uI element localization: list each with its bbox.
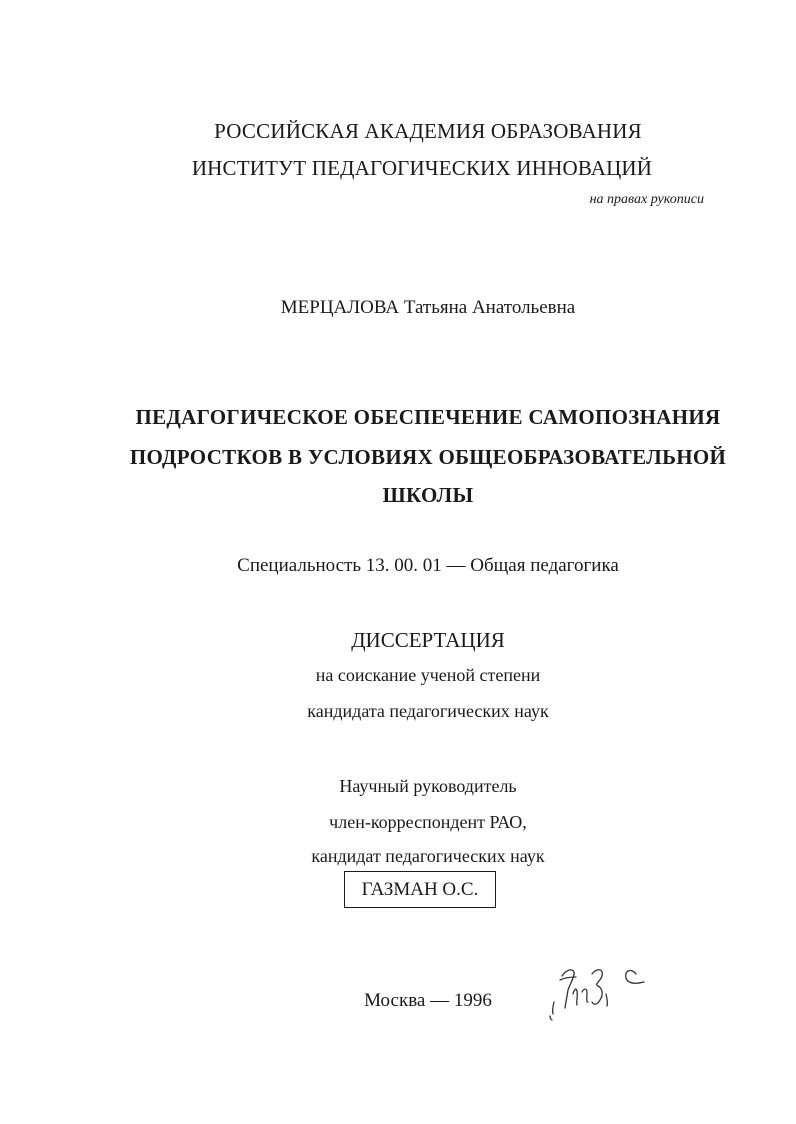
degree-purpose-line-1: на соискание ученой степени — [315, 665, 541, 685]
supervisor-name-box — [344, 871, 496, 908]
degree-purpose-line-2: кандидата педагогических наук — [307, 701, 549, 721]
academy-name: РОССИЙСКАЯ АКАДЕМИЯ ОБРАЗОВАНИЯ — [214, 119, 642, 143]
specialty: Специальность 13. 00. 01 — Общая педагогика — [237, 555, 619, 576]
supervisor-title-1: член-корреспондент РАО, — [329, 812, 527, 832]
thesis-title-line-2: ПОДРОСТКОВ В УСЛОВИЯХ ОБЩЕОБРАЗОВАТЕЛЬНОЙ — [129, 445, 727, 469]
city-year: Москва — 1996 — [364, 990, 492, 1011]
thesis-title-line-1: ПЕДАГОГИЧЕСКОЕ ОБЕСПЕЧЕНИЕ САМОПОЗНАНИЯ — [135, 405, 721, 429]
manuscript-note: на правах рукописи — [589, 192, 704, 207]
supervisor-name: ГАЗМАН О.С. — [361, 878, 479, 900]
handwritten-signature-icon — [540, 950, 670, 1030]
thesis-title-line-3: ШКОЛЫ — [382, 483, 474, 507]
dissertation-heading: ДИССЕРТАЦИЯ — [351, 628, 505, 652]
supervisor-role: Научный руководитель — [339, 776, 517, 796]
institute-name: ИНСТИТУТ ПЕДАГОГИЧЕСКИХ ИННОВАЦИЙ — [191, 156, 653, 180]
supervisor-title-2: кандидат педагогических наук — [311, 846, 545, 866]
author-name: МЕРЦАЛОВА Татьяна Анатольевна — [280, 297, 576, 318]
